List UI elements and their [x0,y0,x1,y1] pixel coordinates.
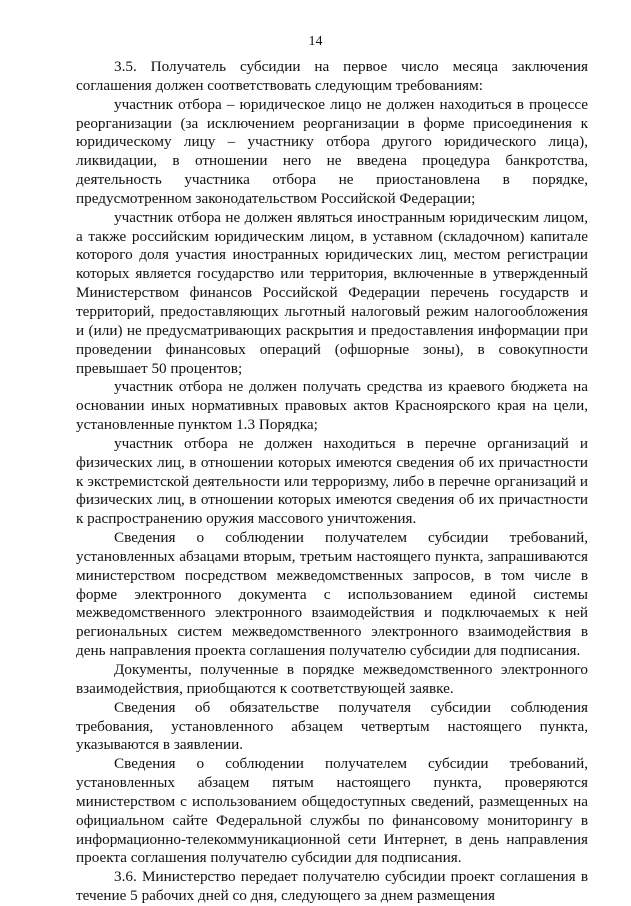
paragraph: участник отбора не должен являться иностранным юридическим лицом, а также российским юридическим лицом, в уставном (складочном) капитале которого доля участия иностранных юридических лиц, местом регистрации которых является государство или территория, включенные в утвержденный Министерством финансов Российской Федерации перечень государств и территорий, предоставляющих льготный налоговый режим налогообложения и (или) не предусматривающих раскрытия и предоставления информации при проведении финансовых операций (офшорные зоны), в совокупности превышает 50 процентов; [76,208,588,377]
paragraph: участник отбора – юридическое лицо не должен находиться в процессе реорганизации (за исключением реорганизации в форме присоединения к юридическому лицу – участнику отбора другого юридического лица), ликвидации, в отношении него не введена процедура банкротства, деятельность участника отбора не приостановлена в порядке, предусмотренном законодательством Российской Федерации; [76,95,588,207]
paragraph-3-6: 3.6. Министерство передает получателю субсидии проект соглашения в течение 5 рабочих дней со дня, следующего за днем размещения [76,868,588,905]
paragraph: Сведения о соблюдении получателем субсидии требований, установленных абзацем пятым настоящего пункта, проверяются министерством с использованием общедоступных сведений, размещенных на официальном сайте Федеральной службы по финансовому мониторингу в информационно-телекоммуникационной сети Интернет, в день направления проекта соглашения получателю субсидии для подписания. [76,755,588,867]
paragraph: Документы, полученные в порядке межведомственного электронного взаимодействия, приобщаются к соответствующей заявке. [76,661,588,697]
paragraph: участник отбора не должен находиться в перечне организаций и физических лиц, в отношении которых имеются сведения об их причастности к экстремистской деятельности или терроризму, либо в перечне организаций и физических лиц, в отношении которых имеются сведения об их причастности к распространению оружия массового уничтожения. [76,434,588,528]
document-body [76,58,588,906]
page-number: 14 [308,34,323,49]
paragraph: Сведения об обязательстве получателя субсидии соблюдения требования, установленного абзацем четвертым настоящего пункта, указываются в заявлении. [76,698,588,754]
paragraph: участник отбора не должен получать средства из краевого бюджета на основании иных нормативных правовых актов Красноярского края на цели, установленные пунктом 1.3 Порядка; [76,378,588,434]
paragraph: Сведения о соблюдении получателем субсидии требований, установленных абзацами вторым, третьим настоящего пункта, запрашиваются министерством посредством межведомственных запросов, в том числе в форме электронного документа с использованием единой системы межведомственного электронного взаимодействия и подключаемых к ней региональных систем межведомственного электронного взаимодействия в день направления проекта соглашения получателю субсидии для подписания. [76,529,588,660]
paragraph-3-5: 3.5. Получатель субсидии на первое число месяца заключения соглашения должен соответствовать следующим требованиям: [76,58,588,94]
